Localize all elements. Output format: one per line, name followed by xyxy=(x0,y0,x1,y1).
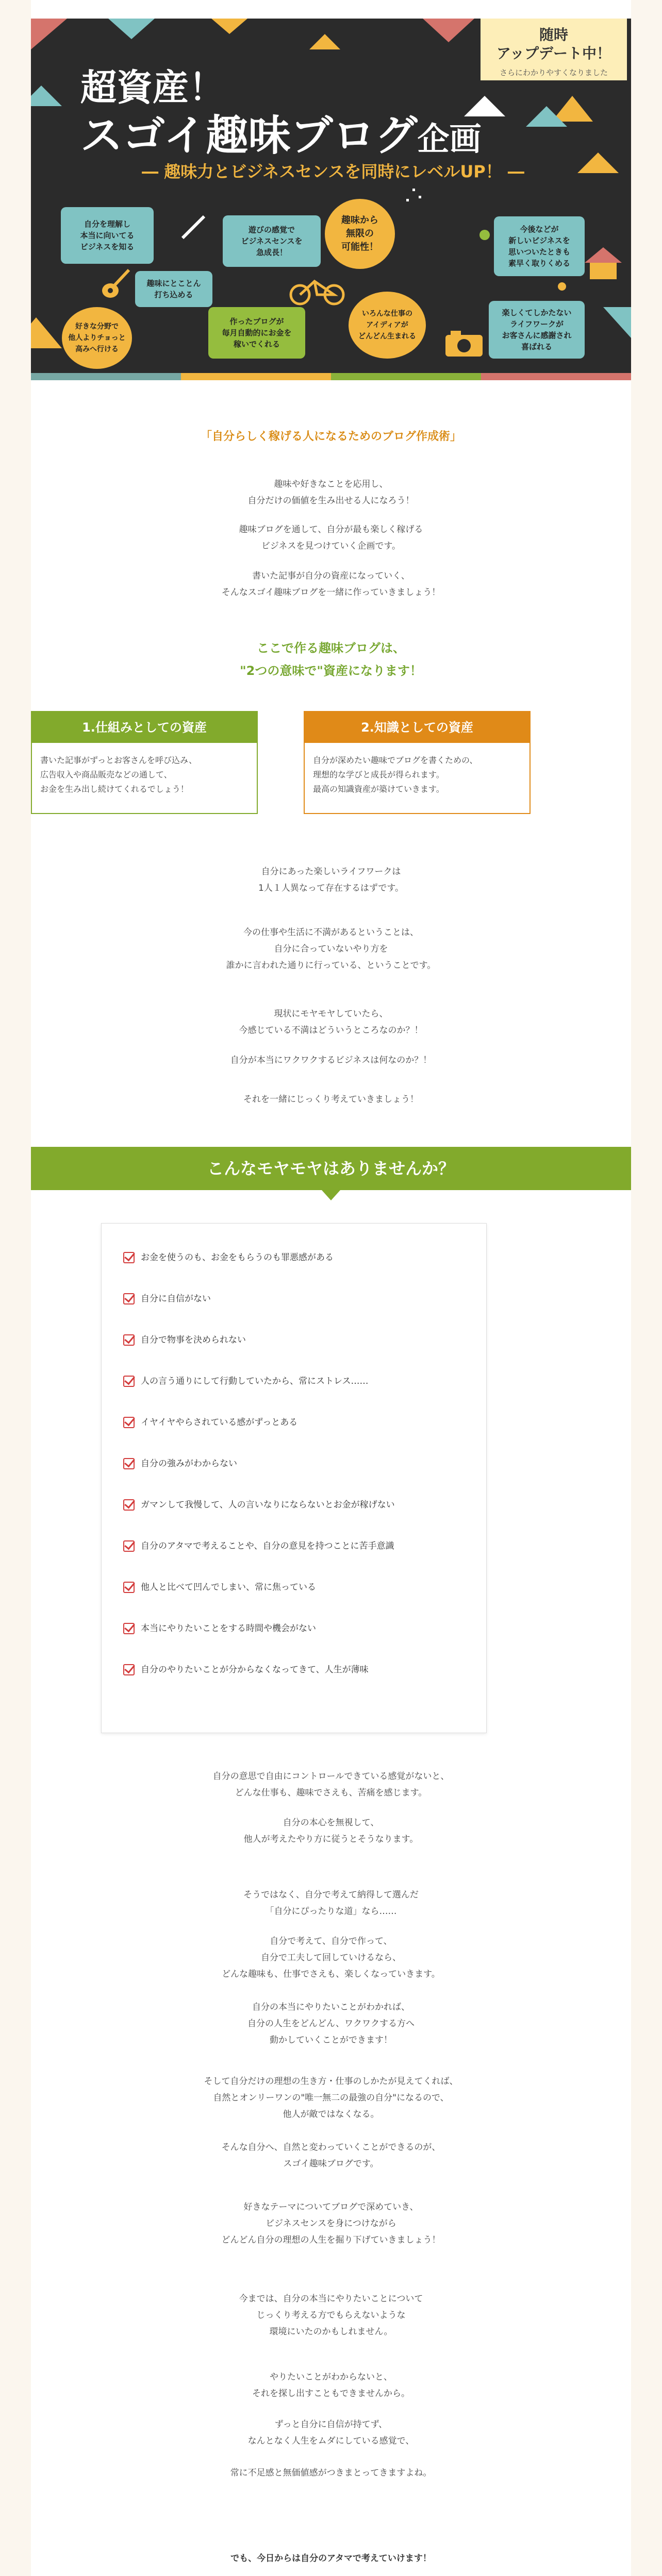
checklist-item xyxy=(123,1374,369,1388)
checklist-item xyxy=(123,1415,297,1430)
asset-box-knowledge xyxy=(304,711,531,814)
checklist-item xyxy=(123,1621,316,1636)
middle-paragraph: 現状にモヤモヤしていたら、 今感じている不満はどういうところなのか？！ xyxy=(239,1009,423,1036)
hero-bubble: 今後などが 新しいビジネスを 思いついたときも 素早く取りくめる xyxy=(494,216,585,276)
badge-line1: 随時 xyxy=(539,26,568,43)
middle-paragraph: 今の仕事や生活に不満があるということは、 自分に合っていないやり方を 誰かに言われた通りに行っている、ということです。 xyxy=(226,927,436,971)
checklist-text: 人の言う通りにして行動していたから、常にストレス…… xyxy=(141,1376,369,1386)
lower-paragraph: そんな自分へ、自然と変わっていくことができるのが、 スゴイ趣味ブログです。 xyxy=(221,2142,441,2169)
hero-bubble: 趣味にとことん 打ち込める xyxy=(135,271,212,307)
checklist-text: 自分で物事を決められない xyxy=(141,1335,246,1345)
badge-sub: さらにわかりやすくなりました xyxy=(499,68,608,77)
checklist-text: 自分に自信がない xyxy=(141,1294,211,1304)
hero-bubble: 遊びの感覚で ビジネスセンスを 急成長！ xyxy=(223,215,321,267)
lower-paragraph: ずっと自分に自信が持てず、 なんとなく人生をムダにしている感覚で、 xyxy=(247,2419,415,2446)
checklist-item xyxy=(123,1580,316,1595)
lower-paragraph: そうではなく、自分で考えて納得して選んだ 「自分にぴったりな道」なら…… xyxy=(243,1890,419,1917)
hero-bubble: いろんな仕事の アイディアが どんどん生まれる xyxy=(349,292,426,359)
middle-paragraph: 自分にあった楽しいライフワークは 1人１人異なって存在するはずです。 xyxy=(258,867,404,893)
checklist-item xyxy=(123,1663,369,1677)
lower-paragraph: 自分で考えて、自分で作って、 自分で工夫して回していけるなら、 どんな趣味も、仕事でさえも、楽しくなっていきます。 xyxy=(222,1936,440,1979)
asset-box-mechanism xyxy=(31,711,258,814)
intro-paragraph: 書いた記事が自分の資産になっていく、 そんなスゴイ趣味ブログを一緒に作っていきましょう！ xyxy=(221,571,441,598)
hero-bubble: 好きな分野で 他人よりチョっと 高みへ行ける xyxy=(62,307,132,369)
landing-page xyxy=(31,0,631,2576)
checklist-box xyxy=(101,1223,487,1733)
house-icon xyxy=(583,245,624,281)
checklist-text: 自分の強みがわからない xyxy=(141,1459,237,1469)
checklist-text: お金を使うのも、お金をもらうのも罪悪感がある xyxy=(141,1252,334,1263)
hero-title-main: スゴイ趣味ブログ xyxy=(80,111,418,160)
checkbox-icon xyxy=(123,1334,135,1346)
pen-icon xyxy=(178,211,209,242)
lower-paragraph: 自分の意思で自由にコントロールできている感覚がないと、 どんな仕事も、趣味でさえも、苦痛を感じます。 xyxy=(212,1771,450,1798)
hero-title-line2 xyxy=(80,102,482,162)
intro-paragraph: 趣味ブログを通して、自分が最も楽しく稼げる ビジネスを見つけていく企画です。 xyxy=(239,524,423,551)
hero-bubble: 楽しくてしかたない ライフワークが お客さんに感謝され 喜ばれる xyxy=(489,301,585,359)
checkbox-icon xyxy=(123,1293,135,1304)
lower-paragraph: 好きなテーマについてブログで深めていき、 ビジネスセンスを身につけながら どんどん自分の理想の人生を掘り下げていきましょう！ xyxy=(221,2202,441,2245)
hero-title-kikaku: 企画 xyxy=(417,120,482,158)
checklist-text: ガマンして我慢して、人の言いなりにならないとお金が稼げない xyxy=(141,1500,395,1510)
checkbox-icon xyxy=(123,1582,135,1593)
checklist-item xyxy=(123,1498,395,1512)
intro-heading: 「自分らしく稼げる人になるためのブログ作成術」 xyxy=(200,430,461,443)
asset-box-title: 2.知識としての資産 xyxy=(305,712,529,743)
checkbox-icon xyxy=(123,1499,135,1511)
hero-bubble: 趣味から 無限の 可能性！ xyxy=(325,199,395,269)
lower-paragraph: 自分の本当にやりたいことがわかれば、 自分の人生をどんどん、ワクワクする方へ 動かしていくことができます！ xyxy=(247,2002,415,2045)
checkbox-icon xyxy=(123,1540,135,1552)
asset-box-body: 自分が深めたい趣味でブログを書くための、 理想的な学びと成長が得られます。 最高の知識資産が築けていきます。 xyxy=(313,755,478,794)
hero-title-line1: 超資産！ xyxy=(80,66,225,109)
badge-line2: アップデート中！ xyxy=(496,45,611,62)
checkbox-icon xyxy=(123,1252,135,1263)
checkbox-icon xyxy=(123,1458,135,1469)
lower-paragraph: やりたいことがわからないと、 それを探し出すこともできませんから。 xyxy=(252,2372,410,2399)
checklist-text: イヤイヤやらされている感がずっとある xyxy=(141,1417,298,1428)
lower-paragraph: そして自分だけの理想の生き方・仕事のしかたが見えてくれば、 自然とオンリーワンの"唯一無二の最強の自分"になるので、 他人が敵ではなくなる。 xyxy=(204,2076,458,2120)
hero-bubble: 作ったブログが 毎月自動的にお金を 稼いでくれる xyxy=(208,307,305,359)
banner-arrow xyxy=(322,1190,340,1200)
guitar-icon xyxy=(98,266,134,302)
asset-box-title: 1.仕組みとしての資産 xyxy=(32,712,257,743)
lower-paragraph: 自分の本心を無視して、 他人が考えたやり方に従うとそうなります。 xyxy=(243,1818,419,1844)
checklist-text: 本当にやりたいことをする時間や機会がない xyxy=(141,1623,316,1634)
asset-box-body: 書いた記事がずっとお客さんを呼び込み、 広告収入や商品販売などの通して、 お金を生み出し続けてくれるでしょう！ xyxy=(40,755,197,794)
hero-subtitle: ― 趣味力とビジネスセンスを同時にレベルUP！ ― xyxy=(142,162,524,181)
checklist-item xyxy=(123,1539,394,1553)
asset-heading: ここで作る趣味ブログは、 "2つの意味で"資産になります！ xyxy=(240,641,422,678)
hero-bottom-stripe xyxy=(31,373,631,380)
checkbox-icon xyxy=(123,1623,135,1634)
lower-bold-line: でも、今日からは自分のアタマで考えていけます！ xyxy=(230,2553,432,2564)
checkbox-icon xyxy=(123,1376,135,1387)
checkbox-icon xyxy=(123,1664,135,1675)
checkbox-icon xyxy=(123,1417,135,1428)
checklist-text: 自分のアタマで考えることや、自分の意見を持つことに苦手意識 xyxy=(141,1541,394,1551)
middle-paragraph: それを一緒にじっくり考えていきましょう！ xyxy=(243,1094,419,1105)
middle-paragraph: 自分が本当にワクワクするビジネスは何なのか？！ xyxy=(230,1055,432,1065)
checklist-item xyxy=(123,1456,237,1471)
checklist-item xyxy=(123,1250,334,1265)
moyamoya-banner: こんなモヤモヤはありませんか？ xyxy=(31,1147,631,1190)
hero-banner xyxy=(31,19,631,380)
checklist-item xyxy=(123,1333,246,1347)
checklist-item xyxy=(123,1292,211,1306)
lower-paragraph: 今までは、自分の本当にやりたいことについて じっくり考える方でもらえないような 環境にいたのかもしれません。 xyxy=(239,2294,423,2337)
lower-paragraph: 常に不足感と無価値感がつきまとってきますよね。 xyxy=(230,2468,432,2478)
bicycle-icon xyxy=(289,271,345,307)
checklist-text: 他人と比べて凹んでしまい、常に焦っている xyxy=(141,1582,316,1592)
checklist-text: 自分のやりたいことが分からなくなってきて、人生が薄味 xyxy=(141,1665,369,1675)
camera-icon xyxy=(443,328,485,359)
intro-paragraph: 趣味や好きなことを応用し、 自分だけの価値を生み出せる人になろう！ xyxy=(247,479,415,506)
hero-bubble: 自分を理解し 本当に向いてる ビジネスを知る xyxy=(61,207,154,264)
update-badge xyxy=(481,19,627,80)
